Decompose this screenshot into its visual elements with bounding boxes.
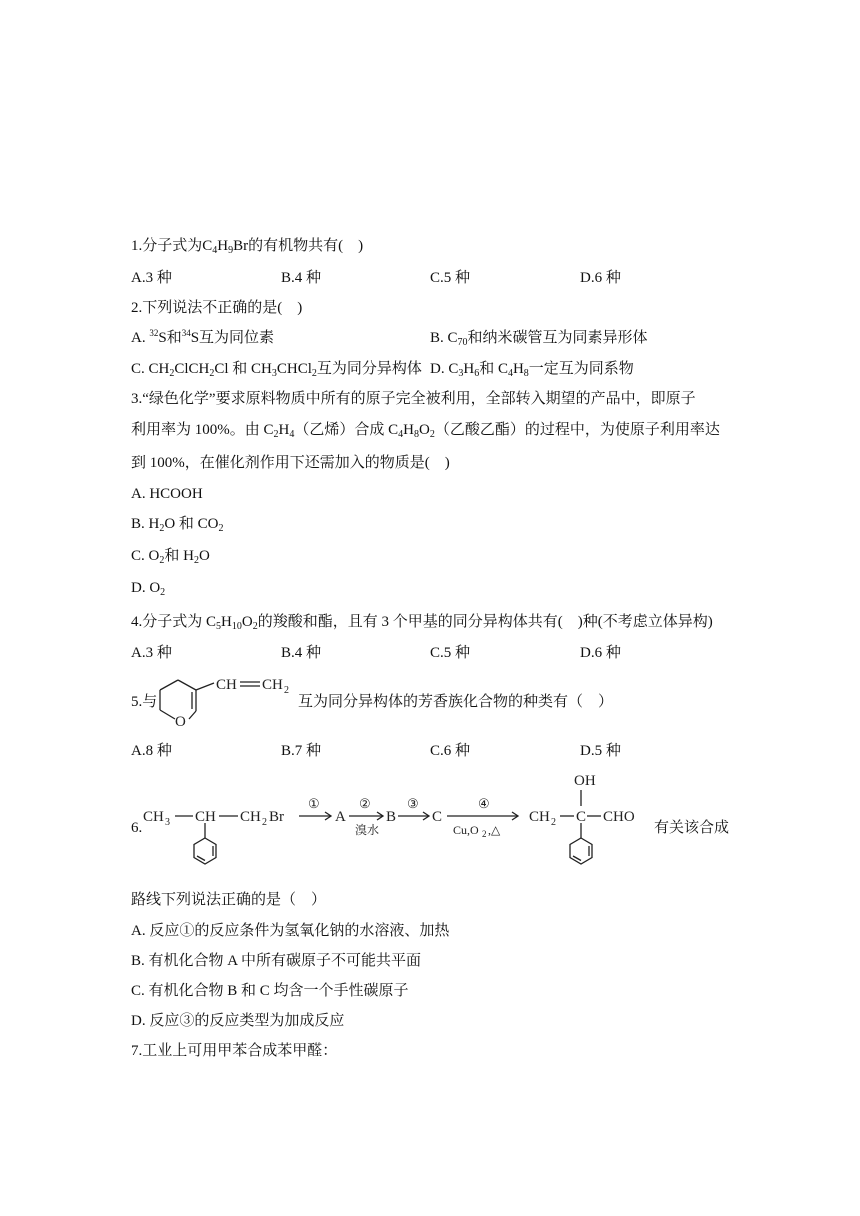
q4-option-c: C.5 种 [430,645,471,661]
svg-text:溴水: 溴水 [355,823,380,837]
svg-text:,△: ,△ [488,823,501,837]
q1-stem: 1.分子式为$C_4H_9Br$的有机物共有( ) [131,238,364,256]
q5-chain-ch2: CH [262,677,283,693]
svg-text:3: 3 [165,817,170,828]
svg-text:CHO: CHO [603,809,635,825]
q7-stem: 7.工业上可用甲苯合成苯甲醛： [131,1043,338,1059]
q1-option-a: A.3 种 [131,270,172,286]
q5-suffix: 互为同分异构体的芳香族化合物的种类有（ ） [298,694,614,710]
svg-text:①: ① [308,796,320,811]
q5-option-a: A.8 种 [131,743,172,759]
q5-pyran-structure [156,668,301,734]
q4-option-d: D.6 种 [580,645,621,661]
svg-text:2: 2 [262,817,267,828]
svg-text:2: 2 [551,817,556,828]
q1-option-b: B.4 种 [281,270,322,286]
q2-option-d: D. $C_3H_6$和 $C_4H_8$一定互为同系物 [430,361,634,379]
q6-synthesis-scheme [143,768,653,878]
q3-option-c: C. $O_2$和 $H_2O$ [131,548,210,566]
q5-option-d: D.5 种 [580,743,621,759]
q3-stem-line3: 到 100%，在催化剂作用下还需加入的物质是( ) [131,455,450,471]
q2-option-c: C. $CH_2ClCH_2Cl$ 和 $CH_3CHCl_2$互为同分异构体 [131,361,422,379]
q5-chain-sub: 2 [284,685,289,696]
q6-option-c: C. 有机化合物 B 和 C 均含一个手性碳原子 [131,983,409,999]
svg-text:CH: CH [195,809,216,825]
svg-text:A: A [335,809,346,825]
svg-text:②: ② [359,796,371,811]
q3-stem-line2: 利用率为 100%。由 $C_2H_4$（乙烯）合成 $C_4H_8O_2$（乙酸乙酯）的过程中，为使原子利用率达 [131,422,720,440]
q4-stem: 4.分子式为 $C_5H_{10}O_2$的羧酸和酯，且有 3 个甲基的同分异构体共有( )种(不考虑立体异构) [131,614,713,632]
svg-text:④: ④ [478,796,490,811]
svg-text:B: B [386,809,397,825]
q5-option-c: C.6 种 [430,743,471,759]
q2-stem: 2.下列说法不正确的是( ) [131,300,303,316]
q3-option-a: A. HCOOH [131,486,203,502]
q6-stem-line2: 路线下列说法正确的是（ ） [131,892,327,908]
q2-option-b: B. $C_{70}$和纳米碳管互为同素异形体 [430,330,648,348]
q6-suffix: 有关该合成 [654,820,730,836]
svg-text:2: 2 [482,829,487,839]
svg-text:CH: CH [240,809,261,825]
q4-option-b: B.4 种 [281,645,322,661]
q6-option-b: B. 有机化合物 A 中所有碳原子不可能共平面 [131,953,422,969]
q6-number: 6. [131,820,143,836]
q6-option-d: D. 反应③的反应类型为加成反应 [131,1013,345,1029]
q5-option-b: B.7 种 [281,743,322,759]
svg-text:OH: OH [574,773,596,789]
svg-text:C: C [432,809,443,825]
q5-ring-oxygen: O [175,714,186,730]
svg-text:CH: CH [143,809,164,825]
q5-prefix: 5.与 [131,694,158,710]
q1-option-c: C.5 种 [430,270,471,286]
q3-option-d: D. $O_2$ [131,580,166,598]
q6-option-a: A. 反应①的反应条件为氢氧化钠的水溶液、加热 [131,923,450,939]
q2-option-a: A. $^{32}$S和$^{34}$S互为同位素 [131,328,275,346]
svg-text:Br: Br [269,809,284,825]
q5-chain-ch: CH [216,677,237,693]
svg-text:③: ③ [407,796,419,811]
q4-option-a: A.3 种 [131,645,172,661]
svg-text:C: C [576,809,587,825]
svg-text:CH: CH [529,809,550,825]
q3-stem-line1: 3.“绿色化学”要求原料物质中所有的原子完全被利用，全部转入期望的产品中，即原子 [131,391,696,407]
q3-option-b: B. $H_2O$ 和 $CO_2$ [131,516,224,534]
q1-option-d: D.6 种 [580,270,621,286]
svg-text:Cu,O: Cu,O [453,823,479,837]
